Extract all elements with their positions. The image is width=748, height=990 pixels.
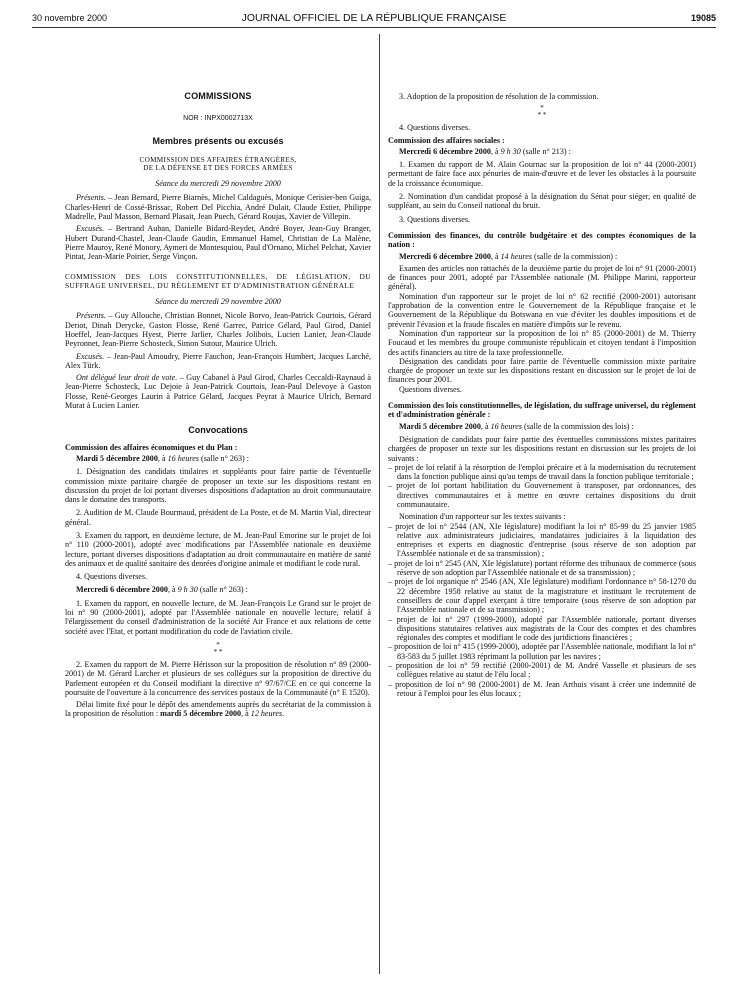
meeting-date <box>388 422 696 431</box>
meeting-time: 9 h 30 <box>500 146 521 156</box>
commission-name: COMMISSION DES LOIS CONSTITUTIONNELLES, DE LÉGISLATION, DU SUFFRAGE UNIVERSEL, DU RÈGLEMENT ET D'ADMINISTRATION GÉNÉRALE <box>65 272 371 291</box>
page-header <box>32 11 716 25</box>
excuses-paragraph <box>65 352 371 371</box>
meeting-time: 16 heures <box>490 421 522 431</box>
section-title: COMMISSIONS <box>184 91 252 101</box>
header-rule <box>32 27 716 28</box>
agenda-item: 2. Audition de M. Claude Bourmaud, président de La Poste, et de M. Martin Vial, directeur général. <box>65 508 371 527</box>
meeting-room: (salle de la commission des lois) : <box>521 421 634 431</box>
agenda-item: 2. Examen du rapport de M. Pierre Hérisson sur la proposition de résolution n° 89 (2000-2001) de M. Gérard Larcher et plusieurs de ses collègues sur la proposition de directive du Parlement européen et du Conseil modifiant la directive n° 97/67/CE en ce qui concerne la poursuite de l'ouverture à la concurrence des services postaux de la Communauté (n° E 1520). <box>65 659 371 697</box>
excuses-list: – Jean-Paul Amoudry, Pierre Fauchon, Jean-François Humbert, Jacques Larché, Alex Türk. <box>65 351 371 370</box>
deadline-text: Délai limite fixé pour le dépôt des amendements auprès du secrétariat de la commission à la proposition de résolution : <box>65 700 371 719</box>
agenda-item: Nomination d'un rapporteur sur la proposition de loi n° 85 (2000-2001) de M. Thierry Foucaud et les membres du groupe communiste républicain et citoyen tendant à l'imposition des actifs financiers au titre de la taxe professionnelle. <box>388 328 696 357</box>
agenda-item: Nomination d'un rapporteur sur les textes suivants : <box>399 512 566 522</box>
meeting-day: Mardi 5 décembre 2000 <box>399 421 481 431</box>
meeting-sep: , à <box>480 421 491 431</box>
seance-date: Séance du mercredi 29 novembre 2000 <box>155 297 281 307</box>
nor-reference: NOR : INPX0002713X <box>183 115 253 123</box>
agenda-item: 2. Nomination d'un candidat proposé à la désignation du Sénat pour siéger, en qualité de suppléant, au sein du Conseil national du bruit. <box>388 192 696 211</box>
members-heading: Membres présents ou excusés <box>152 135 284 146</box>
deadline-paragraph <box>65 700 371 719</box>
meeting-date <box>65 454 371 463</box>
header-date: 30 novembre 2000 <box>32 13 108 23</box>
list-item: – projet de loi n° 297 (1999-2000), adopté par l'Assemblée nationale, portant diverses dispositions statutaires relatives aux magistrats de la Cour des comptes et des chambres régionales des comptes et modifiant le code des juridictions financières ; <box>388 614 696 643</box>
meeting-sep: , à <box>490 251 501 261</box>
meeting-date <box>388 252 696 261</box>
meeting-room: (salle de la commission) : <box>532 251 618 261</box>
meeting-day: Mardi 5 décembre 2000 <box>76 453 158 463</box>
meeting-room: (salle n° 263) : <box>198 453 249 463</box>
column-divider <box>379 34 380 974</box>
meeting-day: Mercredi 6 décembre 2000 <box>399 146 491 156</box>
agenda-item: 3. Examen du rapport, en deuxième lecture, de M. Jean-Paul Emorine sur le projet de loi n° 110 (2000-2001), adopté avec modifications par l'Assemblée nationale en deuxième lecture, portant diverses dispositions d'adaptation au droit communautaire en matière de santé des animaux et de qualité sanitaire des denrées d'origine animale et modifiant le code rural. <box>65 530 371 568</box>
agenda-item: Examen des articles non rattachés de la deuxième partie du projet de loi n° 91 (2000-2001) de finances pour 2001, adopté par l'Assemblée nationale (M. Philippe Marini, rapporteur général). <box>388 263 696 292</box>
meeting-time: 16 heures <box>167 453 199 463</box>
presents-paragraph <box>65 311 371 348</box>
agenda-item: Questions diverses. <box>399 384 462 394</box>
separator-stars: * <box>540 104 544 113</box>
presents-list: – Guy Allouche, Christian Bonnet, Nicole Borvo, Jean-Patrick Courtois, Gérard Deriot, Dinah Derycke, Gaston Flosse, René Garrec, Patrice Gélard, Paul Girod, Daniel Hoeffel, Jean-Jacques Hyest, Pierre Jarlier, Charles Jolibois, Lucien Lanier, Jean-Claude Peyronnet, Jean-Pierre Schosteck, Simon Sutour, Maurice Ulrich. <box>65 311 371 349</box>
list-item: – projet de loi relatif à la résorption de l'emploi précaire et à la modernisation du recrutement dans la fonction publique ainsi qu'au temps de travail dans la fonction publique territoriale ; <box>388 462 696 482</box>
agenda-item: 1. Examen du rapport de M. Alain Gournac sur la proposition de loi n° 44 (2000-2001) permettant de faire face aux pénuries de main-d'œuvre et de lever les obstacles à la poursuite de la croissance économique. <box>388 160 696 188</box>
excuses-label: Excusés. <box>76 351 105 361</box>
excuses-list: – Bertrand Auban, Danielle Bidard-Reydet, André Boyer, Jean-Guy Branger, Hubert Durand-Chastel, Jean-Claude Gaudin, Emmanuel Hamel, Christian de La Malène, Pierre Mauroy, René Monory, Aymeri de Montesquiou, Paul d'Ornano, Michel Pelchat, Xavier Pintat, Jean-Marie Poirier, Serge Vinçon. <box>65 224 371 262</box>
separator-stars: * <box>216 640 220 649</box>
list-item: – proposition de loi n° 98 (2000-2001) de M. Jean Arthuis visant à créer une indemnité de retour à l'emploi pour les élus locaux ; <box>388 679 696 698</box>
separator-stars: * * <box>213 647 223 656</box>
commission-heading: Commission des affaires économiques et du Plan : <box>65 442 238 452</box>
delegation-list: – Guy Cabanel à Paul Girod, Charles Ceccaldi-Raynaud à Jean-Pierre Schosteck, Luc Dejoie à Jean-Patrick Courtois, Jean-Paul Delevoye à Gaston Flosse, René-Georges Laurin à Patrice Gélard, Jacques Peyrat à Maurice Ulrich, Bernard Murat à Lucien Lanier. <box>65 373 371 411</box>
deadline-sep: , à <box>241 709 251 719</box>
convocations-heading: Convocations <box>188 425 248 436</box>
excuses-label: Excusés. <box>76 224 105 234</box>
meeting-time: 14 heures <box>500 251 533 261</box>
meeting-date <box>65 585 371 594</box>
meeting-day: Mercredi 6 décembre 2000 <box>76 585 168 595</box>
delegation-paragraph <box>65 373 371 410</box>
list-item: – projet de loi portant habilitation du Gouvernement à transposer, par ordonnances, des directives communautaires et à mettre en œuvre certaines dispositions du droit communautaire. <box>388 481 696 509</box>
presents-label: Présents. <box>76 193 106 203</box>
list-item: – projet de loi n° 2545 (AN, XIe législature) portant réforme des tribunaux de commerce (sous réserve de son adoption par l'Assemblée nationale et de sa transmission) ; <box>388 558 696 578</box>
list-item: – proposition de loi n° 59 rectifié (2000-2001) de M. André Vasselle et plusieurs de ses collègues relative au statut de l'élu local ; <box>388 661 696 680</box>
commission-heading: Commission des finances, du contrôle budgétaire et des comptes économiques de la nation : <box>388 230 696 250</box>
agenda-item: Désignation de candidats pour faire partie des éventuelles commissions mixtes paritaires chargées de proposer un texte sur les dispositions restant en discussion sur les projets de loi suivants : <box>388 434 696 463</box>
agenda-item: 4. Questions diverses. <box>399 123 471 133</box>
presents-label: Présents. <box>76 311 106 321</box>
agenda-item: 4. Questions diverses. <box>76 572 148 582</box>
separator-stars: * * <box>537 111 547 120</box>
page-number: 19085 <box>690 13 716 23</box>
agenda-item: 1. Examen du rapport, en nouvelle lecture, de M. Jean-François Le Grand sur le projet de loi n° 90 (2000-2001), adopté par l'Assemblée nationale en nouvelle lecture, relatif à l'élargissement du conseil d'administration de la société Air France et aux relations de cette société avec l'Etat, et portant modification du code de l'aviation civile. <box>65 598 371 636</box>
deadline-date: mardi 5 décembre 2000 <box>160 709 242 719</box>
excuses-paragraph <box>65 224 371 261</box>
agenda-item: 3. Questions diverses. <box>399 214 471 224</box>
commission-name: COMMISSION DES AFFAIRES ÉTRANGÈRES, <box>139 155 297 164</box>
presents-list: – Jean Bernard, Pierre Biarnès, Michel Caldaguès, Monique Cerisier-ben Guiga, Charles-Henri de Cossé-Brissac, Robert Del Picchia, André Dulait, Claude Estier, Philippe Madrelle, Paul Masson, Bernard Plasait, Jean Puech, Gérard Roujas, Xavier de Villepin. <box>65 193 371 221</box>
meeting-day: Mercredi 6 décembre 2000 <box>399 251 491 261</box>
meeting-room: (salle n° 263) : <box>197 585 248 595</box>
commission-heading: Commission des lois constitutionnelles, de législation, du suffrage universel, du règlement et d'administration générale : <box>388 401 696 420</box>
list-item: – projet de loi organique n° 2546 (AN, XIe législature) modifiant l'ordonnance n° 58-1270 du 22 décembre 1958 relative au statut de la magistrature et instituant le recrutement de conseillers de cour d'appel exerçant à titre temporaire (sous réserve de son adoption par l'Assemblée nationale et de sa transmission) ; <box>388 577 696 615</box>
meeting-sep: , à <box>490 146 501 156</box>
meeting-date <box>388 147 696 156</box>
commission-name: DE LA DÉFENSE ET DES FORCES ARMÉES <box>143 164 293 173</box>
delegation-label: Ont délégué leur droit de vote. <box>76 373 178 383</box>
deadline-end: . <box>282 709 285 719</box>
left-column <box>65 34 371 719</box>
agenda-item: Nomination d'un rapporteur sur le projet de loi n° 62 rectifié (2000-2001) autorisant l'approbation de la convention entre le Gouvernement de la République française et le Gouvernement de la République du Botswana en vue d'éviter les doubles impositions et de prévenir l'évasion et la fraude fiscales en matière d'impôts sur le revenu. <box>388 291 696 329</box>
presents-paragraph <box>65 193 371 221</box>
agenda-item: 3. Adoption de la proposition de résolution de la commission. <box>399 92 599 101</box>
deadline-time: 12 heures <box>250 709 283 719</box>
journal-title: JOURNAL OFFICIEL DE LA RÉPUBLIQUE FRANÇAISE <box>241 12 507 24</box>
meeting-time: 9 h 30 <box>177 585 198 595</box>
meeting-room: (salle n° 213) : <box>520 146 571 156</box>
agenda-item: Désignation des candidats pour faire partie de l'éventuelle commission mixte paritaire chargée de proposer un texte sur les dispositions restant en discussion sur le projet de loi de finances pour 2001. <box>388 356 696 385</box>
commission-heading: Commission des affaires sociales : <box>388 135 505 145</box>
list-item: – proposition de loi n° 415 (1999-2000), adoptée par l'Assemblée nationale, modifiant la loi n° 83-583 du 5 juillet 1983 réprimant la pollution par les navires ; <box>388 642 696 661</box>
meeting-sep: , à <box>157 453 168 463</box>
meeting-sep: , à <box>167 585 178 595</box>
seance-date: Séance du mercredi 29 novembre 2000 <box>155 179 281 189</box>
right-column <box>388 34 696 698</box>
list-item: – projet de loi n° 2544 (AN, XIe législature) modifiant la loi n° 85-99 du 25 janvier 1985 relative aux administrateurs judiciaires, mandataires judiciaires à la liquidation des entreprises et experts en diagnostic d'entreprise (sous réserve de son adoption par l'Assemblée nationale et de sa transmission) ; <box>388 521 696 559</box>
agenda-item: 1. Désignation des candidats titulaires et suppléants pour faire partie de l'éventuelle commission mixte paritaire chargée de proposer un texte sur les dispositions restant en discussion du projet de loi portant diverses dispositions d'adaptation au droit communautaire dans le domaine des transports. <box>65 467 371 505</box>
